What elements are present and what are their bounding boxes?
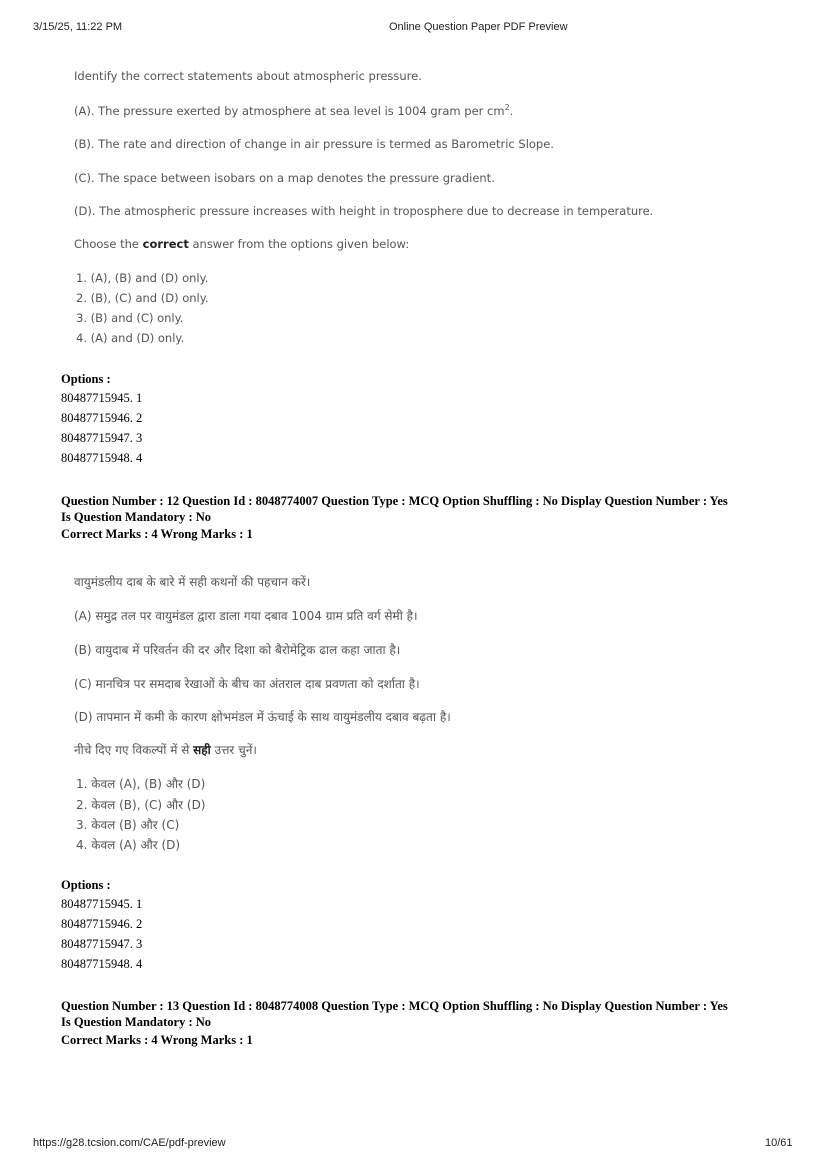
page-number: 10/61 bbox=[765, 1137, 793, 1149]
question-stem: वायुमंडलीय दाब के बारे में सही कथनों की पहचान करें। bbox=[74, 575, 311, 589]
question-meta-line: Question Number : 13 Question Id : 8048774008 Question Type : MCQ Option Shuffling : No Display Question Number : Yes bbox=[61, 999, 728, 1013]
statement-c: (C) मानचित्र पर समदाब रेखाओं के बीच का अंतराल दाब प्रवणता को दर्शाता है। bbox=[74, 677, 420, 691]
answer-option-2: 2. केवल (B), (C) और (D) bbox=[76, 798, 206, 812]
print-datetime: 3/15/25, 11:22 PM bbox=[33, 21, 123, 33]
option-id-row: 80487715948. 4 bbox=[61, 451, 143, 465]
option-id-row: 80487715947. 3 bbox=[61, 937, 143, 951]
choose-instruction: Choose the correct answer from the options given below: bbox=[74, 237, 410, 251]
answer-option-1: 1. केवल (A), (B) और (D) bbox=[76, 777, 206, 791]
marks-line: Correct Marks : 4 Wrong Marks : 1 bbox=[61, 1033, 253, 1047]
statement-b: (B) वायुदाब में परिवर्तन की दर और दिशा को बैरोमेट्रिक ढाल कहा जाता है। bbox=[74, 643, 401, 657]
option-id-row: 80487715948. 4 bbox=[61, 957, 143, 971]
choose-instruction: नीचे दिए गए विकल्पों में से सही उत्तर चुनें। bbox=[74, 743, 257, 757]
option-id-row: 80487715945. 1 bbox=[61, 897, 143, 911]
option-id-row: 80487715945. 1 bbox=[61, 391, 143, 405]
statement-d: (D). The atmospheric pressure increases with height in troposphere due to decrease in temperature. bbox=[74, 204, 654, 218]
option-id-row: 80487715946. 2 bbox=[61, 411, 143, 425]
statement-a: (A) समुद्र तल पर वायुमंडल द्वारा डाला गया दबाव 1004 ग्राम प्रति वर्ग सेमी है। bbox=[74, 609, 418, 623]
marks-line: Correct Marks : 4 Wrong Marks : 1 bbox=[61, 527, 253, 541]
option-id-row: 80487715947. 3 bbox=[61, 431, 143, 445]
statement-d: (D) तापमान में कमी के कारण क्षोभमंडल में ऊंचाई के साथ वायुमंडलीय दबाव बढ़ता है। bbox=[74, 710, 451, 724]
answer-option-3: 3. केवल (B) और (C) bbox=[76, 818, 180, 832]
question-mandatory-line: Is Question Mandatory : No bbox=[61, 1015, 212, 1029]
answer-option-3: 3. (B) and (C) only. bbox=[76, 311, 184, 325]
answer-option-4: 4. केवल (A) और (D) bbox=[76, 838, 181, 852]
answer-option-4: 4. (A) and (D) only. bbox=[76, 331, 185, 345]
answer-option-2: 2. (B), (C) and (D) only. bbox=[76, 291, 209, 305]
statement-c: (C). The space between isobars on a map denotes the pressure gradient. bbox=[74, 171, 495, 185]
question-meta-line: Question Number : 12 Question Id : 8048774007 Question Type : MCQ Option Shuffling : No Display Question Number : Yes bbox=[61, 494, 728, 508]
option-id-row: 80487715946. 2 bbox=[61, 917, 143, 931]
answer-option-1: 1. (A), (B) and (D) only. bbox=[76, 271, 209, 285]
question-stem: Identify the correct statements about atmospheric pressure. bbox=[74, 69, 422, 83]
page-title: Online Question Paper PDF Preview bbox=[389, 21, 568, 33]
question-mandatory-line: Is Question Mandatory : No bbox=[61, 510, 212, 524]
page-url-link[interactable]: https://g28.tcsion.com/CAE/pdf-preview bbox=[33, 1137, 226, 1149]
options-label: Options : bbox=[61, 878, 111, 892]
statement-a: (A). The pressure exerted by atmosphere at sea level is 1004 gram per $cm^2$. bbox=[74, 103, 514, 118]
options-label: Options : bbox=[61, 372, 111, 386]
statement-b: (B). The rate and direction of change in air pressure is termed as Barometric Slope. bbox=[74, 137, 554, 151]
